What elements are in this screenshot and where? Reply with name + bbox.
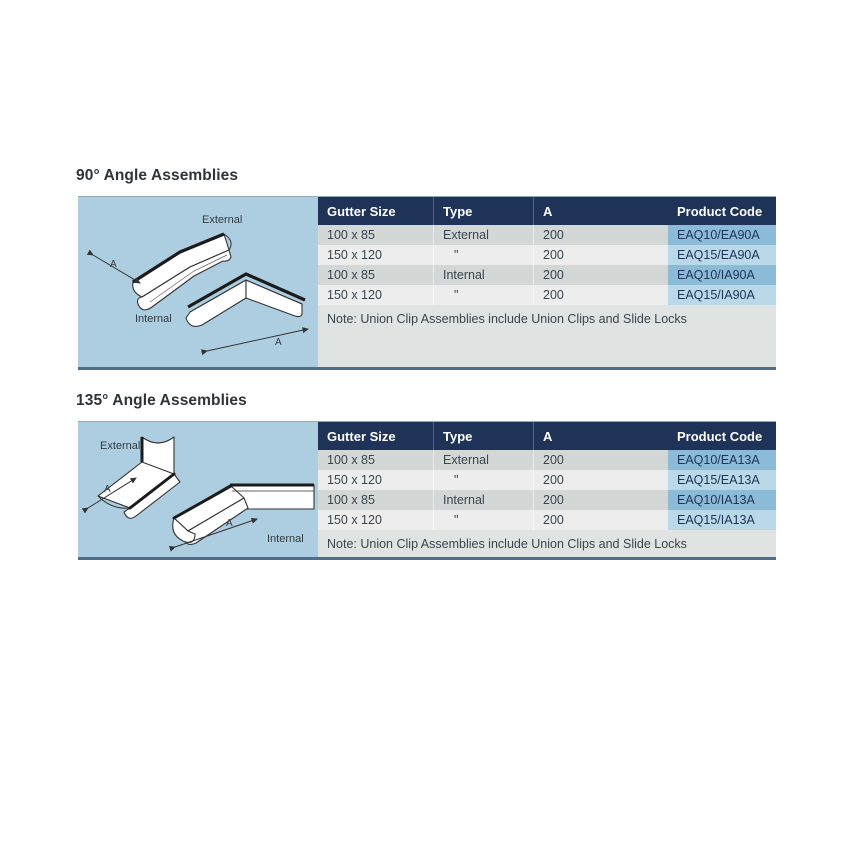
cell-product-code: EAQ10/IA13A [668, 490, 776, 510]
cell-product-code: EAQ10/EA13A [668, 450, 776, 470]
table-row [318, 470, 776, 490]
table-note: Note: Union Clip Assemblies include Union Clips and Slide Locks [318, 305, 776, 367]
table-135 [318, 422, 776, 557]
header-product-code: Product Code [677, 428, 763, 444]
cell-gutter-size: 100 x 85 [327, 453, 375, 467]
diagram-label-internal: Internal [267, 533, 304, 545]
diagram-135 [78, 422, 318, 557]
table-row [318, 245, 776, 265]
diagram-label-external: External [100, 440, 141, 452]
section-title-90: 90° Angle Assemblies [76, 167, 239, 184]
header-a: A [533, 197, 668, 225]
header-a: A [533, 422, 668, 450]
dimension-label-a-internal: A [226, 518, 233, 529]
cell-a: 200 [533, 490, 668, 510]
cell-product-code: EAQ10/EA90A [668, 225, 776, 245]
cell-type: External [433, 450, 533, 470]
diagram-label-external: External [202, 214, 243, 226]
header-product-code: Product Code [677, 203, 763, 219]
dimension-label-a-internal: A [275, 337, 282, 348]
table-header-row [318, 197, 776, 225]
cell-a: 200 [533, 245, 668, 265]
cell-product-code: EAQ10/IA90A [668, 265, 776, 285]
cell-type: " [433, 470, 533, 490]
cell-gutter-size: 100 x 85 [327, 228, 375, 242]
cell-gutter-size: 100 x 85 [327, 268, 375, 282]
assemblies-panel-90 [78, 196, 776, 370]
cell-product-code: EAQ15/IA90A [668, 285, 776, 305]
gutter-angle-drawing-90 [78, 197, 318, 367]
cell-a: 200 [533, 510, 668, 530]
cell-type: " [433, 285, 533, 305]
diagram-label-internal: Internal [135, 313, 172, 325]
dimension-label-a-external: A [110, 259, 117, 270]
section-title-135: 135° Angle Assemblies [76, 392, 247, 409]
header-gutter-size: Gutter Size [327, 203, 396, 219]
cell-product-code: EAQ15/IA13A [668, 510, 776, 530]
cell-gutter-size: 100 x 85 [327, 493, 375, 507]
table-row [318, 285, 776, 305]
cell-gutter-size: 150 x 120 [327, 288, 382, 302]
cell-type: " [433, 510, 533, 530]
header-type: Type [433, 197, 533, 225]
cell-type: External [433, 225, 533, 245]
cell-type: Internal [433, 265, 533, 285]
cell-gutter-size: 150 x 120 [327, 473, 382, 487]
cell-a: 200 [533, 265, 668, 285]
diagram-90 [78, 197, 318, 367]
cell-a: 200 [533, 225, 668, 245]
table-row [318, 225, 776, 245]
cell-a: 200 [533, 285, 668, 305]
table-row [318, 510, 776, 530]
cell-product-code: EAQ15/EA13A [668, 470, 776, 490]
assemblies-panel-135 [78, 421, 776, 560]
table-note: Note: Union Clip Assemblies include Union Clips and Slide Locks [318, 530, 776, 557]
table-row [318, 490, 776, 510]
gutter-angle-drawing-135 [78, 422, 318, 557]
cell-type: Internal [433, 490, 533, 510]
table-90 [318, 197, 776, 367]
dimension-label-a-external: A [104, 484, 111, 495]
cell-a: 200 [533, 450, 668, 470]
cell-gutter-size: 150 x 120 [327, 248, 382, 262]
table-header-row [318, 422, 776, 450]
cell-a: 200 [533, 470, 668, 490]
external-angle-drawing [93, 234, 231, 310]
header-gutter-size: Gutter Size [327, 428, 396, 444]
cell-product-code: EAQ15/EA90A [668, 245, 776, 265]
table-row [318, 265, 776, 285]
internal-angle-drawing [186, 274, 308, 351]
cell-type: " [433, 245, 533, 265]
cell-gutter-size: 150 x 120 [327, 513, 382, 527]
dimension-line-internal [207, 329, 308, 351]
table-row [318, 450, 776, 470]
header-type: Type [433, 422, 533, 450]
